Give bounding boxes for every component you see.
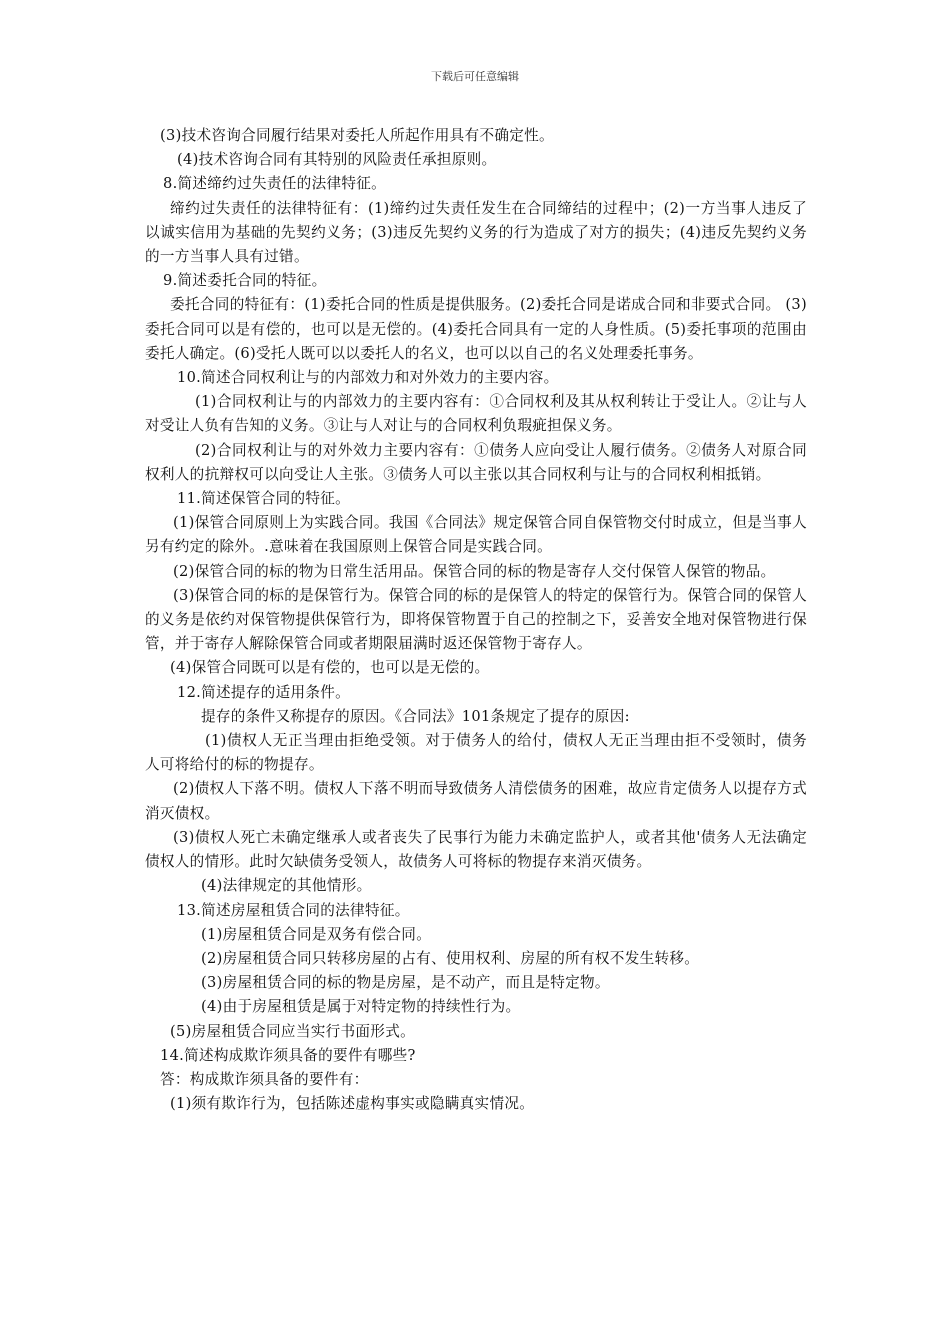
- paragraph: (3)技术咨询合同履行结果对委托人所起作用具有不确定性。: [160, 127, 554, 144]
- paragraph: 答：构成欺诈须具备的要件有：: [160, 1070, 369, 1088]
- paragraph: (3)债权人死亡未确定继承人或者丧失了民事行为能力未确定监护人，或者其他'债务人无法确定债权人的情形。此时欠缺债务受领人，故债务人可将标的物提存来消灭债务。: [145, 828, 807, 871]
- paragraph: (4)法律规定的其他情形。: [201, 877, 372, 895]
- section-heading: 9.简述委托合同的特征。: [163, 272, 327, 290]
- paragraph: (4)由于房屋租赁是属于对特定物的持续性行为。: [201, 998, 521, 1016]
- paragraph: (3)保管合同的标的是保管行为。保管合同的标的是保管人的特定的保管行为。保管合同的保管人的义务是依约对保管物提供保管行为，即将保管物置于自己的控制之下，妥善安全地对保管物进行保管，并于寄存人解除保管合同或者期限届满时返还保管物于寄存人。: [145, 586, 807, 653]
- paragraph: (1)保管合同原则上为实践合同。我国《合同法》规定保管合同自保管物交付时成立，但是当事人另有约定的除外。.意味着在我国原则上保管合同是实践合同。: [145, 514, 807, 556]
- paragraph: (1)债权人无正当理由拒绝受领。对于债务人的给付，债权人无正当理由拒不受领时，债务人可将给付的标的物提存。: [145, 732, 807, 774]
- document-body: [145, 124, 807, 1116]
- paragraph: 提存的条件又称提存的原因。《合同法》101条规定了提存的原因:: [201, 707, 630, 725]
- paragraph: (4)技术咨询合同有其特别的风险责任承担原则。: [177, 151, 497, 169]
- paragraph: (2)保管合同的标的物为日常生活用品。保管合同的标的物是寄存人交付保管人保管的物品。: [173, 562, 776, 580]
- paragraph: (1)须有欺诈行为，包括陈述虚构事实或隐瞒真实情况。: [170, 1095, 535, 1113]
- paragraph: (4)保管合同既可以是有偿的，也可以是无偿的。: [170, 659, 490, 677]
- paragraph: (3)房屋租赁合同的标的物是房屋，是不动产，而且是特定物。: [201, 974, 610, 992]
- page-header: 下载后可任意编辑: [431, 70, 519, 83]
- paragraph: (1)合同权利让与的内部效力的主要内容有：①合同权利及其从权利转让于受让人。②让与人对受让人负有告知的义务。③让与人对让与的合同权利负瑕疵担保义务。: [145, 393, 807, 435]
- paragraph: (2)债权人下落不明。债权人下落不明而导致债务人清偿债务的困难，故应肯定债务人以提存方式消灭债权。: [145, 780, 807, 822]
- section-heading: 8.简述缔约过失责任的法律特征。: [163, 175, 387, 193]
- section-heading: 14.简述构成欺诈须具备的要件有哪些?: [160, 1046, 416, 1064]
- section-heading: 12.简述提存的适用条件。: [177, 683, 351, 701]
- paragraph: 委托合同的特征有：(1)委托合同的性质是提供服务。(2)委托合同是诺成合同和非要式合同。 (3)委托合同可以是有偿的，也可以是无偿的。(4)委托合同具有一定的人身性质。(5)委托事项的范围由委托人确定。(6)受托人既可以以委托人的名义，也可以以自己的名义处理委托事务。: [145, 296, 807, 362]
- paragraph: 缔约过失责任的法律特征有：(1)缔约过失责任发生在合同缔结的过程中；(2)一方当事人违反了以诚实信用为基础的先契约义务；(3)违反先契约义务的行为造成了对方的损失；(4)违反先契约义务的一方当事人具有过错。: [145, 199, 807, 266]
- section-heading: 13.简述房屋租赁合同的法律特征。: [177, 901, 410, 919]
- paragraph: (5)房屋租赁合同应当实行书面形式。: [170, 1022, 415, 1040]
- paragraph: (1)房屋租赁合同是双务有偿合同。: [201, 925, 432, 943]
- section-heading: 11.简述保管合同的特征。: [177, 490, 351, 508]
- section-heading: 10.简述合同权利让与的内部效力和对外效力的主要内容。: [177, 369, 559, 387]
- paragraph: (2)房屋租赁合同只转移房屋的占有、使用权利、房屋的所有权不发生转移。: [201, 949, 700, 967]
- paragraph: (2)合同权利让与的对外效力主要内容有：①债务人应向受让人履行债务。②债务人对原合同权利人的抗辩权可以向受让人主张。③债务人可以主张以其合同权利与让与的合同权利相抵销。: [145, 441, 807, 483]
